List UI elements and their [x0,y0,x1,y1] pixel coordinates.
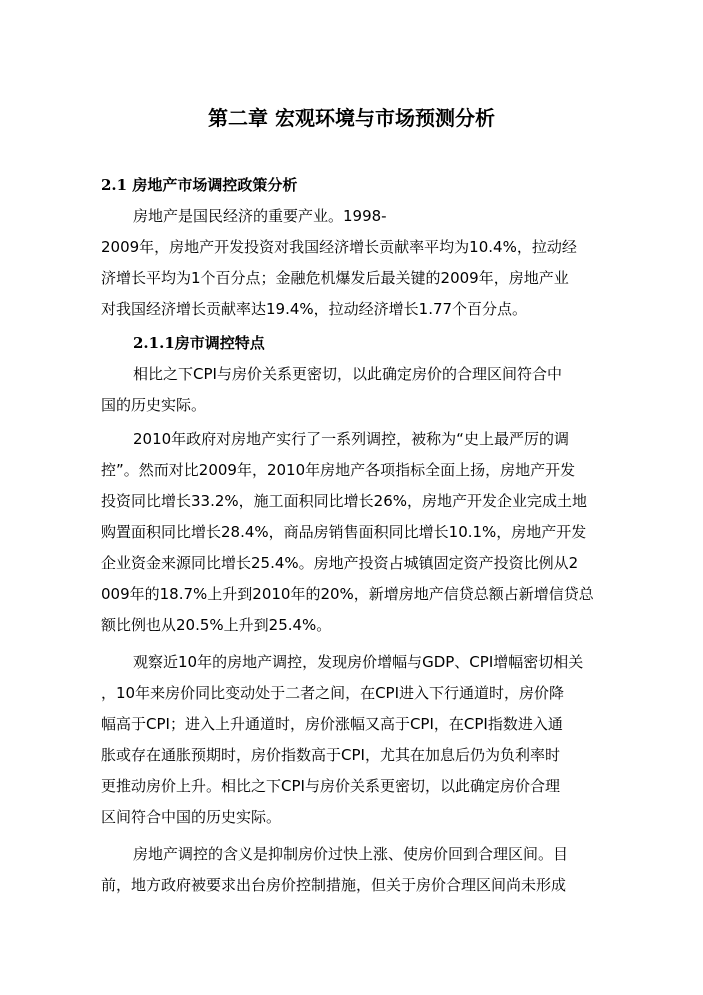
paragraph-line: 房地产是国民经济的重要产业。1998- [133,207,387,225]
paragraph-2010-regulation [101,424,615,641]
paragraph-line: 前，地方政府被要求出台房价控制措施，但关于房价合理区间尚未形成 [101,876,567,894]
paragraph-line: 胀或存在通胀预期时，房价指数高于CPI，尤其在加息后仍为负利率时 [101,746,560,764]
paragraph-line: 2009年，房地产开发投资对我国经济增长贡献率平均为10.4%，拉动经 [101,238,577,256]
paragraph-economy [101,201,615,325]
paragraph-line: 幅高于CPI；进入上升通道时，房价涨幅又高于CPI，在CPI指数进入通 [101,715,563,733]
paragraph-line: 投资同比增长33.2%，施工面积同比增长26%，房地产开发企业完成土地 [101,492,587,510]
paragraph-line: 观察近10年的房地产调控，发现房价增幅与GDP、CPI增幅密切相关 [133,653,584,671]
paragraph-line: 购置面积同比增长28.4%，商品房销售面积同比增长10.1%，房地产开发 [101,523,587,541]
paragraph-line: 009年的18.7%上升到2010年的20%，新增房地产信贷总额占新增信贷总 [101,585,594,603]
paragraph-line: 更推动房价上升。相比之下CPI与房价关系更密切，以此确定房价合理 [101,777,560,795]
paragraph-line: ，10年来房价同比变动处于二者之间，在CPI进入下行通道时，房价降 [101,684,565,702]
paragraph-line: 额比例也从20.5%上升到25.4%。 [101,616,332,634]
paragraph-regulation-meaning [101,839,615,901]
paragraph-line: 国的历史实际。 [101,396,207,414]
chapter-title: 第二章 宏观环境与市场预测分析 [208,106,495,130]
paragraph-ten-year-observation [101,647,615,833]
subsection-heading: 2.1.1房市调控特点 [133,334,265,352]
paragraph-line: 济增长平均为1个百分点；金融危机爆发后最关键的2009年，房地产业 [101,269,569,287]
section-heading: 2.1 房地产市场调控政策分析 [101,176,298,194]
paragraph-line: 区间符合中国的历史实际。 [101,808,282,826]
paragraph-line: 企业资金来源同比增长25.4%。房地产投资占城镇固定资产投资比例从2 [101,554,579,572]
paragraph-line: 对我国经济增长贡献率达19.4%，拉动经济增长1.77个百分点。 [101,300,528,318]
paragraph-cpi [101,359,615,421]
paragraph-line: 房地产调控的含义是抑制房价过快上涨、使房价回到合理区间。目 [133,845,569,863]
paragraph-line: 相比之下CPI与房价关系更密切，以此确定房价的合理区间符合中 [133,365,562,383]
paragraph-line: 控”。然而对比2009年，2010年房地产各项指标全面上扬，房地产开发 [101,461,576,479]
paragraph-line: 2010年政府对房地产实行了一系列调控，被称为“史上最严厉的调 [133,430,569,448]
